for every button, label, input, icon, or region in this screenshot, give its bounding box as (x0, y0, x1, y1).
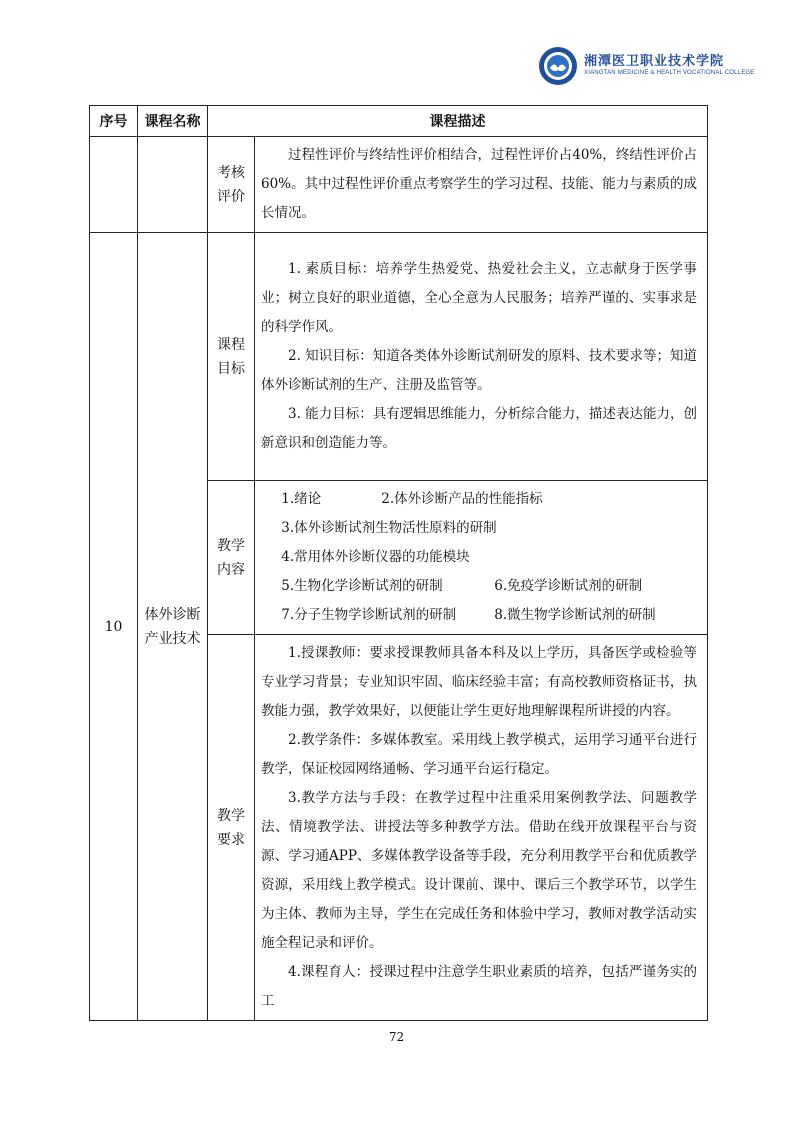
header-course-desc: 课程描述 (208, 106, 708, 137)
table-row (90, 233, 708, 481)
goal-item: 1. 素质目标：培养学生热爱党、热爱社会主义，立志献身于医学事业；树立良好的职业道德，全心全意为人民服务；培养严谨的、实事求是的科学作风。 (261, 261, 697, 335)
college-logo (538, 46, 755, 86)
requirement-item: 1.授课教师：要求授课教师具备本科及以上学历，具备医学或检验等专业学习背景；专业知识牢固、临床经验丰富；有高校教师资格证书，执教能力强，教学效果好，以便能让学生更好地理解课程所讲授的内容。 (261, 645, 697, 719)
page-number: 72 (388, 1030, 405, 1044)
goal-item: 3. 能力目标：具有逻辑思维能力，分析综合能力，描述表达能力，创新意识和创造能力等。 (261, 406, 697, 451)
content-row: 3.体外诊断试剂生物活性原料的研制 (281, 520, 497, 536)
goals-text (255, 233, 708, 481)
requirement-item: 2.教学条件：多媒体教室。采用线上教学模式，运用学习通平台进行教学，保证校园网络通畅、学习通平台运行稳定。 (261, 732, 697, 777)
requirements-text (255, 635, 708, 1021)
content-row: 1.绪论 2.体外诊断产品的性能指标 (281, 491, 543, 507)
course-name: 体外诊断 产业技术 (138, 233, 208, 1021)
cell-no-empty (90, 137, 138, 233)
course-number: 10 (90, 233, 138, 1021)
content-row: 7.分子生物学诊断试剂的研制 8.微生物学诊断试剂的研制 (281, 607, 656, 623)
table-row (90, 137, 708, 233)
sub-label-assessment: 考核 评价 (208, 137, 255, 233)
header-no: 序号 (90, 106, 138, 137)
college-seal-icon (538, 46, 578, 86)
header-course-name: 课程名称 (138, 106, 208, 137)
sub-label-content: 教学 内容 (208, 481, 255, 635)
sub-label-goals: 课程 目标 (208, 233, 255, 481)
sub-label-requirements: 教学 要求 (208, 635, 255, 1021)
requirement-item: 4.课程育人：授课过程中注意学生职业素质的培养，包括严谨务实的工 (261, 964, 697, 1009)
goal-item: 2. 知识目标：知道各类体外诊断试剂研发的原料、技术要求等；知道体外诊断试剂的生产、注册及监管等。 (261, 348, 697, 393)
requirement-item: 3.教学方法与手段：在教学过程中注重采用案例教学法、问题教学法、情境教学法、讲授法等多种教学方法。借助在线开放课程平台与资源、学习通APP、多媒体教学设备等手段，充分利用教学平台和优质教学资源，采用线上教学模式。设计课前、课中、课后三个教学环节，以学生为主体、教师为主导，学生在完成任务和体验中学习，教师对教学活动实施全程记录和评价。 (261, 790, 697, 951)
college-name-cn: 湘潭医卫职业技术学院 (584, 54, 725, 69)
cell-name-empty (138, 137, 208, 233)
course-table (89, 105, 708, 1021)
content-row: 4.常用体外诊断仪器的功能模块 (281, 549, 470, 565)
table-header-row (90, 106, 708, 137)
college-name-en: XIANGTAN MEDICINE & HEALTH VOCATIONAL COLLEGE (584, 70, 755, 76)
content-text (255, 481, 708, 635)
assessment-text: 过程性评价与终结性评价相结合，过程性评价占40%，终结性评价占60%。其中过程性评价重点考察学生的学习过程、技能、能力与素质的成长情况。 (255, 137, 708, 233)
content-row: 5.生物化学诊断试剂的研制 6.免疫学诊断试剂的研制 (281, 578, 643, 594)
